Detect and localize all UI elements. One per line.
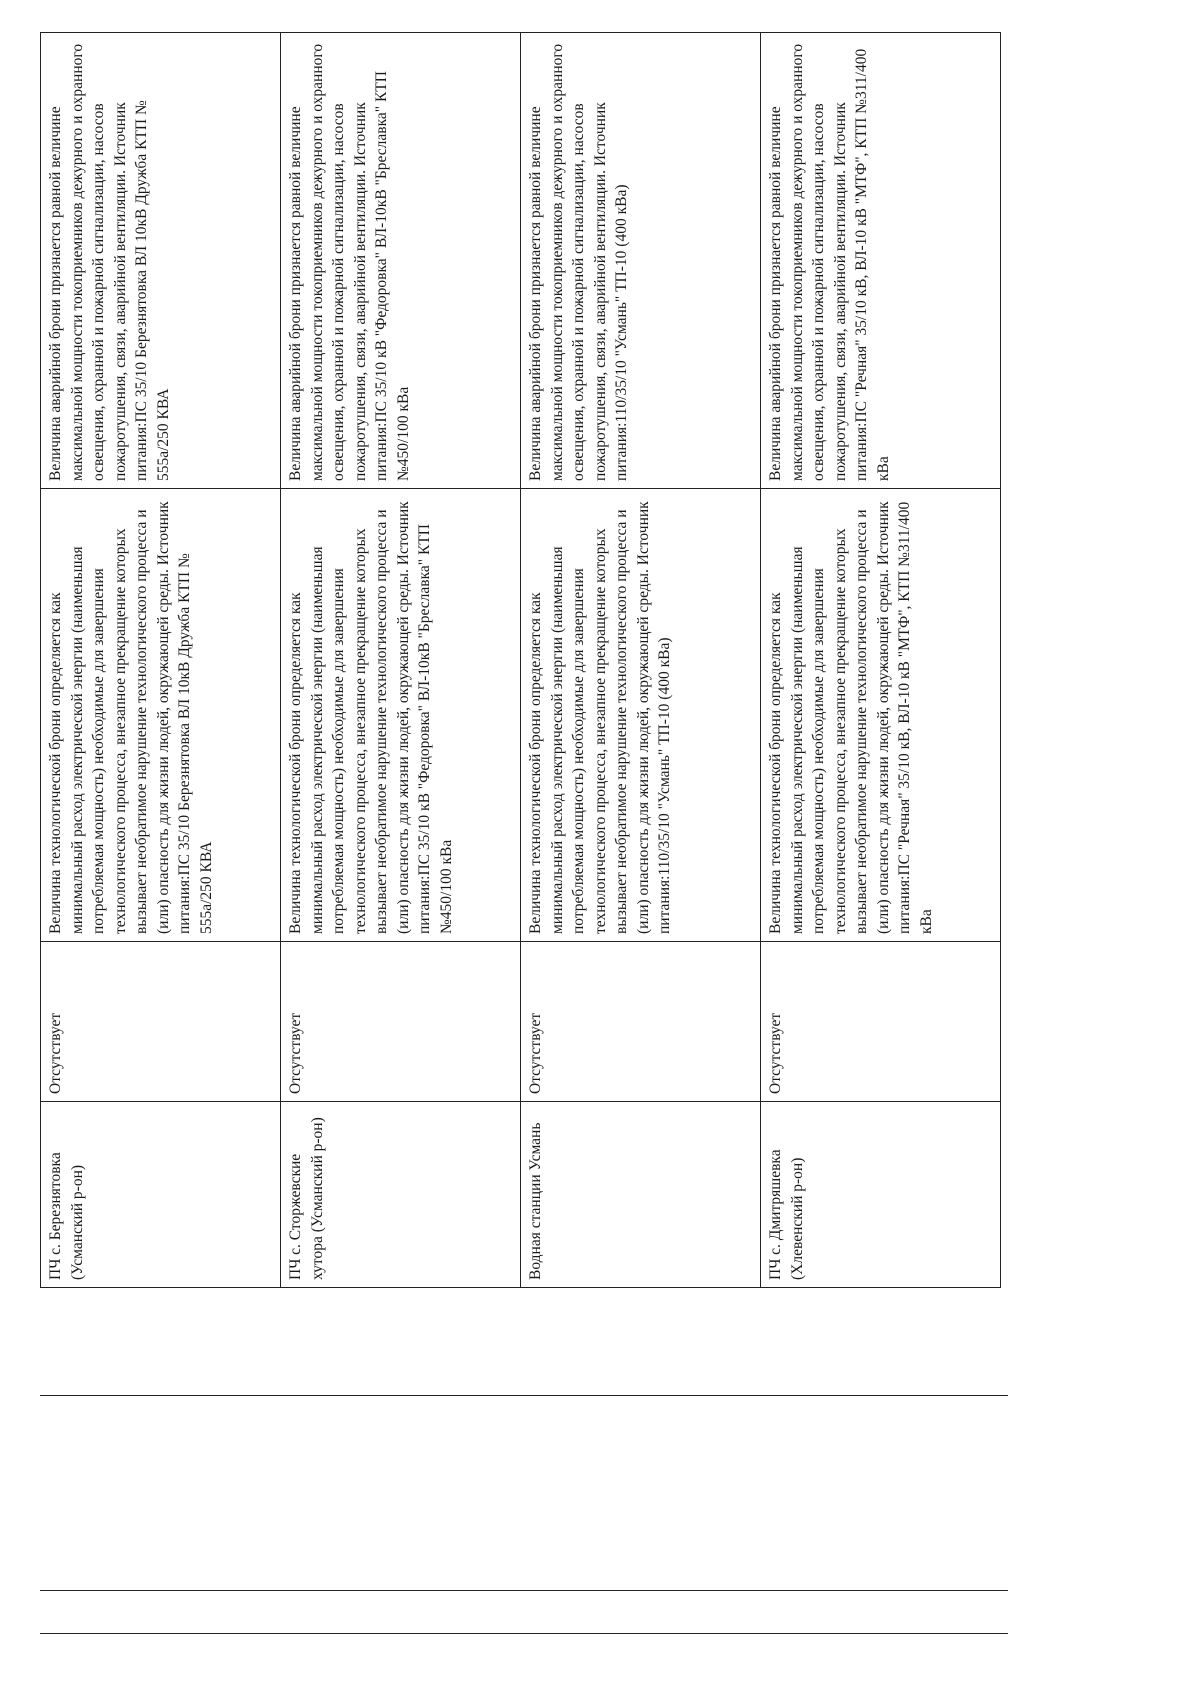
status-cell: Отсутствует [281,942,521,1102]
horizontal-rule [40,1590,1008,1591]
emergency-reserve-cell: Величина аварийной брони признается равной величине максимальной мощности токоприемников дежурного и охранного освещения, охранной и пожарной сигнализации, насосов пожаротушения, связи, аварийной вентиляции. Источник питания:110/35/10 "Усмань" ТП-10 (400 кВа) [521,33,761,489]
technological-reserve-cell: Величина технологической брони определяется как минимальный расход электрической энергии (наименьшая потребляемая мощность) необходимые для завершения технологического процесса, внезапное прекращение которых вызывает необратимое нарушение технологического процесса и (или) опасность для жизни людей, окружающей среды. Источник питания:ПС 35/10 Березнятовка ВЛ 10кВ Дружба КТП № 555а/250 КВА [41,489,281,942]
rotated-table-container [40,33,1000,1288]
technological-reserve-cell: Величина технологической брони определяется как минимальный расход электрической энергии (наименьшая потребляемая мощность) необходимые для завершения технологического процесса, внезапное прекращение которых вызывает необратимое нарушение технологического процесса и (или) опасность для жизни людей, окружающей среды. Источник питания:110/35/10 "Усмань" ТП-10 (400 кВа) [521,489,761,942]
technological-reserve-cell: Величина технологической брони определяется как минимальный расход электрической энергии (наименьшая потребляемая мощность) необходимые для завершения технологического процесса, внезапное прекращение которых вызывает необратимое нарушение технологического процесса и (или) опасность для жизни людей, окружающей среды. Источник питания:ПС 35/10 кВ "Федоровка" ВЛ-10кВ "Бреславка" КТП №450/100 кВа [281,489,521,942]
status-cell: Отсутствует [521,942,761,1102]
technological-reserve-cell: Величина технологической брони определяется как минимальный расход электрической энергии (наименьшая потребляемая мощность) необходимые для завершения технологического процесса, внезапное прекращение которых вызывает необратимое нарушение технологического процесса и (или) опасность для жизни людей, окружающей среды. Источник питания:ПС "Речная" 35/10 кВ, ВЛ-10 кВ "МТФ", КТП №311/400 кВа [761,489,1001,942]
horizontal-rule [40,1395,1008,1396]
object-name-cell: ПЧ с. Березнятовка (Усманский р-он) [41,1102,281,1288]
table-row [281,33,521,1288]
object-name-cell: ПЧ с. Дмитряшевка (Хлевенский р-он) [761,1102,1001,1288]
emergency-reserve-cell: Величина аварийной брони признается равной величине максимальной мощности токоприемников дежурного и охранного освещения, охранной и пожарной сигнализации, насосов пожаротушения, связи, аварийной вентиляции. Источник питания:ПС 35/10 Березнятовка ВЛ 10кВ Дружба КТП № 555а/250 КВА [41,33,281,489]
object-name-cell: ПЧ с. Сторжевские хутора (Усманский р-он) [281,1102,521,1288]
power-reserve-table [40,32,1001,1288]
horizontal-rule [40,1633,1008,1634]
table-row [761,33,1001,1288]
emergency-reserve-cell: Величина аварийной брони признается равной величине максимальной мощности токоприемников дежурного и охранного освещения, охранной и пожарной сигнализации, насосов пожаротушения, связи, аварийной вентиляции. Источник питания:ПС "Речная" 35/10 кВ, ВЛ-10 кВ "МТФ", КТП №311/400 кВа [761,33,1001,489]
object-name-cell: Водная станции Усмань [521,1102,761,1288]
table-row [521,33,761,1288]
table-row [41,33,281,1288]
emergency-reserve-cell: Величина аварийной брони признается равной величине максимальной мощности токоприемников дежурного и охранного освещения, охранной и пожарной сигнализации, насосов пожаротушения, связи, аварийной вентиляции. Источник питания:ПС 35/10 кВ "Федоровка" ВЛ-10кВ "Бреславка" КТП №450/100 кВа [281,33,521,489]
status-cell: Отсутствует [41,942,281,1102]
status-cell: Отсутствует [761,942,1001,1102]
